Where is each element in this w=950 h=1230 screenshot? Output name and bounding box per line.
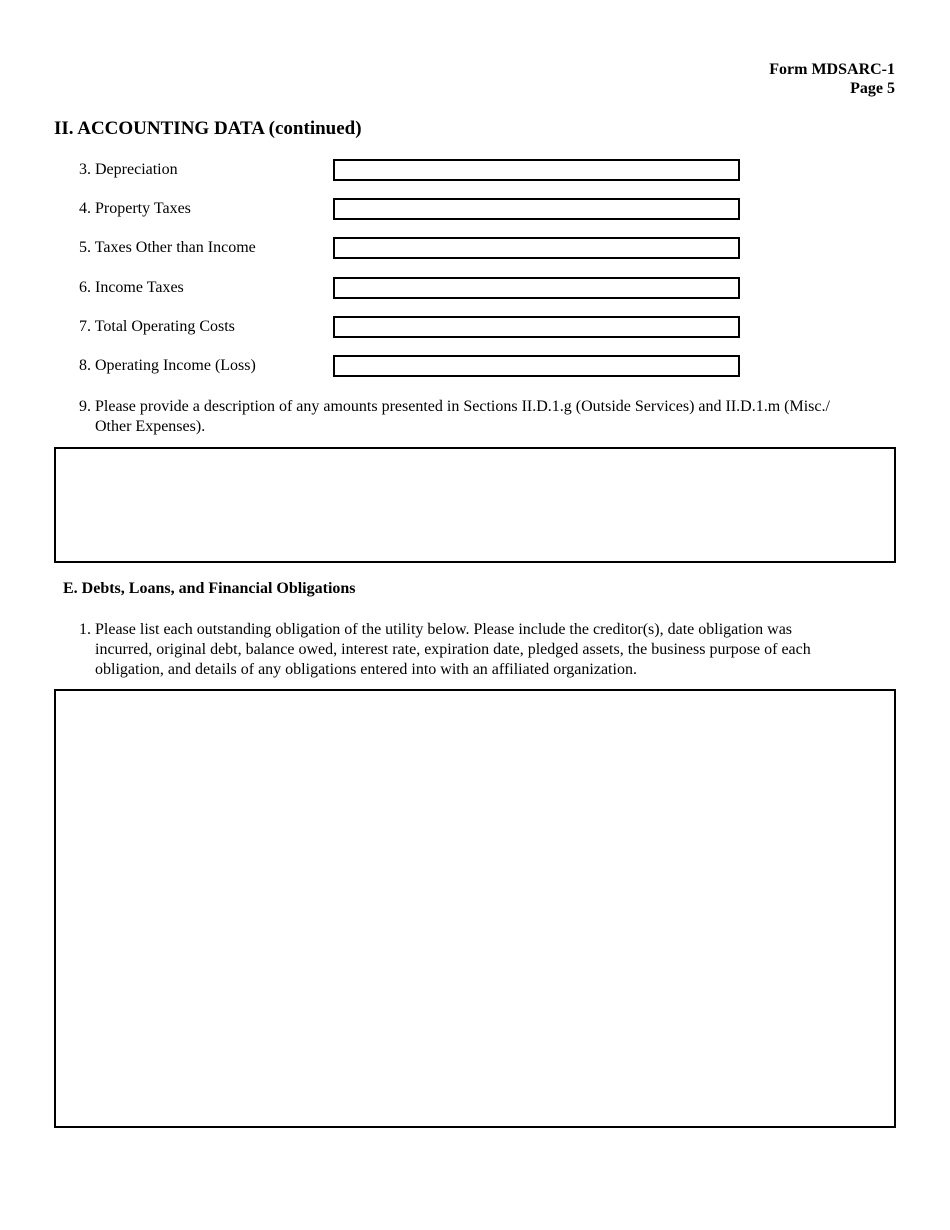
obligations-answer-box[interactable] <box>54 689 896 1128</box>
field-row-total-operating-costs <box>0 316 950 338</box>
field-label-taxes-other-than-income: 5. Taxes Other than Income <box>79 239 256 256</box>
depreciation-input[interactable] <box>333 159 740 181</box>
subsection-e-title: E. Debts, Loans, and Financial Obligations <box>63 580 356 597</box>
total-operating-costs-input[interactable] <box>333 316 740 338</box>
question-9 <box>79 397 849 437</box>
section-title: II. ACCOUNTING DATA (continued) <box>54 118 362 139</box>
question-9-number: 9. <box>79 398 91 415</box>
property-taxes-input[interactable] <box>333 198 740 220</box>
question-e1 <box>79 620 849 680</box>
question-9-answer-box[interactable] <box>54 447 896 563</box>
page-number: Page 5 <box>850 80 895 97</box>
form-header <box>769 60 895 98</box>
operating-income-input[interactable] <box>333 355 740 377</box>
field-row-taxes-other-than-income <box>0 237 950 259</box>
field-row-property-taxes <box>0 198 950 220</box>
field-row-income-taxes <box>0 277 950 299</box>
field-label-income-taxes: 6. Income Taxes <box>79 279 184 296</box>
form-name: Form MDSARC-1 <box>769 61 895 78</box>
field-label-property-taxes: 4. Property Taxes <box>79 200 191 217</box>
question-e1-text: Please list each outstanding obligation of the utility below. Please include the creditor(s), date obligation was incurred, original debt, balance owed, interest rate, expiration date, pledged assets, the business purpose of each obligation, and details of any obligations entered into with an affiliated organization. <box>95 621 811 678</box>
income-taxes-input[interactable] <box>333 277 740 299</box>
taxes-other-than-income-input[interactable] <box>333 237 740 259</box>
question-e1-number: 1. <box>79 621 91 638</box>
field-label-depreciation: 3. Depreciation <box>79 161 178 178</box>
field-row-depreciation <box>0 159 950 181</box>
field-row-operating-income <box>0 355 950 377</box>
field-label-operating-income: 8. Operating Income (Loss) <box>79 357 256 374</box>
field-label-total-operating-costs: 7. Total Operating Costs <box>79 318 235 335</box>
question-9-text: Please provide a description of any amounts presented in Sections II.D.1.g (Outside Services) and II.D.1.m (Misc./ Other Expenses). <box>95 398 830 435</box>
